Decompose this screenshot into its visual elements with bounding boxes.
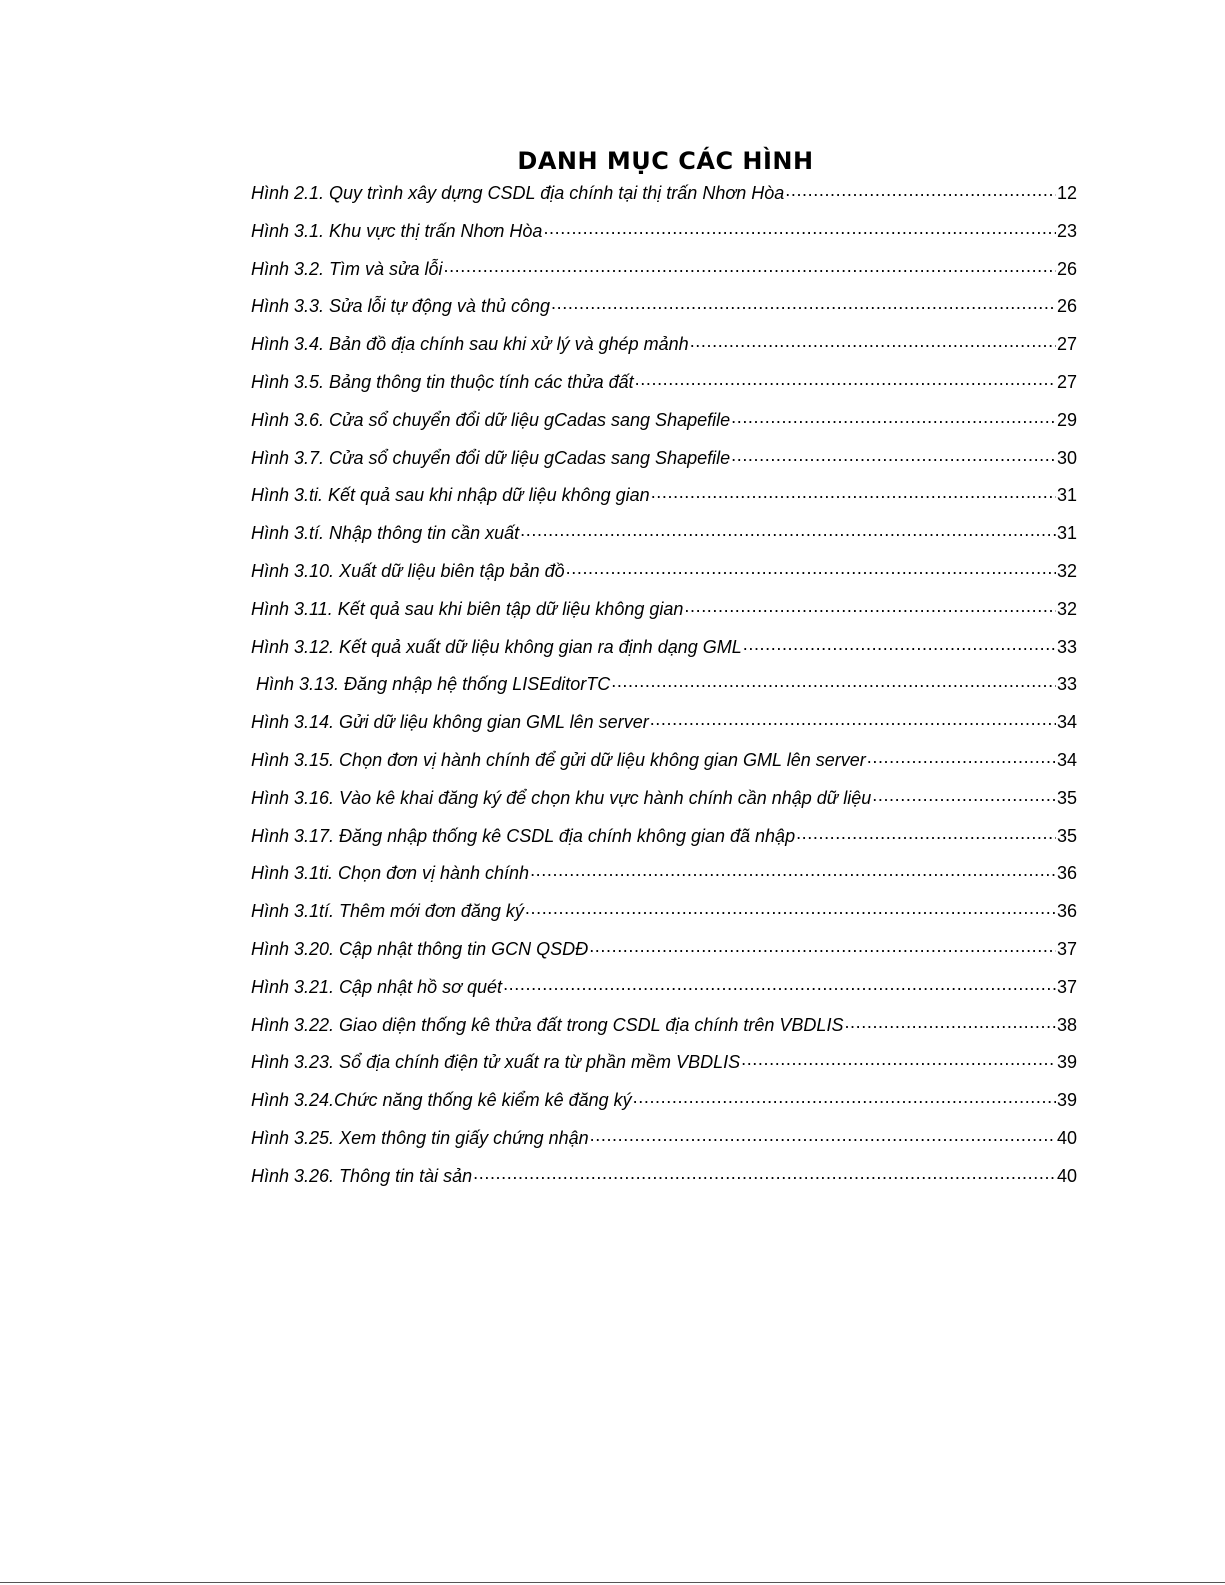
entry-label: Hình 3.ti. Kết quả sau khi nhập dữ liệu không gian	[251, 485, 650, 506]
toc-entry[interactable]	[251, 669, 1077, 707]
entry-label: Hình 3.5. Bảng thông tin thuộc tính các thửa đất	[251, 371, 634, 392]
entry-page-number: 39	[1056, 1090, 1077, 1111]
toc-entry[interactable]	[251, 405, 1077, 443]
dot-leader	[503, 975, 1056, 993]
dot-leader	[684, 597, 1056, 615]
entry-page-number: 37	[1056, 938, 1077, 959]
entry-page-number: 40	[1056, 1165, 1077, 1186]
entry-label: Hình 3.25. Xem thông tin giấy chứng nhận	[251, 1127, 589, 1148]
entry-label: Hình 3.6. Cửa sổ chuyển đổi dữ liệu gCadas sang Shapefile	[251, 409, 731, 430]
entry-page-number: 12	[1056, 183, 1077, 203]
toc-entry[interactable]	[251, 934, 1077, 972]
dot-leader	[872, 786, 1056, 804]
toc-entry[interactable]	[251, 254, 1077, 292]
dot-leader	[844, 1013, 1056, 1031]
dot-leader	[543, 219, 1056, 237]
dot-leader	[867, 748, 1056, 766]
entry-label: Hình 3.16. Vào kê khai đăng ký để chọn khu vực hành chính cần nhập dữ liệu	[251, 787, 872, 808]
entry-page-number: 40	[1056, 1127, 1077, 1148]
toc-entry[interactable]	[251, 329, 1077, 367]
entry-page-number: 39	[1056, 1052, 1077, 1073]
dot-leader	[633, 1088, 1056, 1106]
entry-label: Hình 3.1ti. Chọn đơn vị hành chính	[251, 863, 530, 884]
dot-leader	[520, 521, 1056, 539]
toc-entry[interactable]	[251, 707, 1077, 745]
entry-label: Hình 3.13. Đăng nhập hệ thống LISEditorTC	[256, 674, 611, 695]
dot-leader	[741, 1050, 1056, 1068]
toc-entry[interactable]	[251, 367, 1077, 405]
dot-leader	[525, 899, 1056, 917]
dot-leader	[690, 332, 1056, 350]
entry-page-number: 27	[1056, 371, 1077, 392]
toc-entry[interactable]	[251, 745, 1077, 783]
entry-label: Hình 3.tí. Nhập thông tin cần xuất	[251, 523, 520, 544]
entry-page-number: 33	[1056, 674, 1077, 695]
entry-page-number: 38	[1056, 1014, 1077, 1035]
toc-entry[interactable]	[251, 1010, 1077, 1048]
entry-label: Hình 3.24.Chức năng thống kê kiểm kê đăng ký	[251, 1090, 632, 1111]
toc-entry[interactable]	[251, 443, 1077, 481]
figure-list	[251, 178, 1077, 1199]
entry-label: Hình 3.11. Kết quả sau khi biên tập dữ liệu không gian	[251, 598, 684, 619]
entry-page-number: 34	[1056, 749, 1077, 770]
entry-page-number: 36	[1056, 901, 1077, 922]
dot-leader	[635, 370, 1056, 388]
entry-page-number: 29	[1056, 409, 1077, 430]
entry-page-number: 31	[1056, 485, 1077, 506]
dot-leader	[530, 861, 1056, 879]
dot-leader	[651, 483, 1056, 501]
dot-leader	[551, 294, 1056, 312]
toc-entry[interactable]	[251, 896, 1077, 934]
entry-label: Hình 2.1. Quy trình xây dựng CSDL địa chính tại thị trấn Nhơn Hòa	[251, 183, 785, 203]
entry-label: Hình 3.20. Cập nhật thông tin GCN QSDĐ	[251, 938, 589, 959]
toc-entry[interactable]	[251, 821, 1077, 859]
dot-leader	[589, 937, 1056, 955]
entry-label: Hình 3.26. Thông tin tài sản	[251, 1165, 473, 1186]
entry-page-number: 26	[1056, 258, 1077, 279]
entry-page-number: 32	[1056, 598, 1077, 619]
entry-page-number: 35	[1056, 787, 1077, 808]
toc-entry[interactable]	[251, 556, 1077, 594]
entry-label: Hình 3.10. Xuất dữ liệu biên tập bản đồ	[251, 560, 565, 581]
toc-entry[interactable]	[251, 291, 1077, 329]
entry-label: Hình 3.17. Đăng nhập thống kê CSDL địa chính không gian đã nhập	[251, 825, 796, 846]
toc-entry[interactable]	[251, 1085, 1077, 1123]
dot-leader	[473, 1164, 1056, 1182]
entry-page-number: 32	[1056, 560, 1077, 581]
toc-entry[interactable]	[251, 518, 1077, 556]
dot-leader	[785, 181, 1056, 199]
toc-entry[interactable]	[251, 1123, 1077, 1161]
dot-leader	[650, 710, 1056, 728]
dot-leader	[796, 824, 1056, 842]
dot-leader	[731, 446, 1056, 464]
dot-leader	[731, 408, 1056, 426]
entry-page-number: 34	[1056, 712, 1077, 733]
entry-label: Hình 3.12. Kết quả xuất dữ liệu không gian ra định dạng GML	[251, 636, 742, 657]
entry-page-number: 33	[1056, 636, 1077, 657]
toc-entry[interactable]	[251, 858, 1077, 896]
toc-entry[interactable]	[251, 972, 1077, 1010]
entry-page-number: 37	[1056, 976, 1077, 997]
entry-label: Hình 3.21. Cập nhật hồ sơ quét	[251, 976, 503, 997]
entry-page-number: 27	[1056, 334, 1077, 355]
entry-label: Hình 3.1. Khu vực thị trấn Nhơn Hòa	[251, 220, 543, 241]
dot-leader	[590, 1126, 1056, 1144]
entry-label: Hình 3.3. Sửa lỗi tự động và thủ công	[251, 296, 551, 317]
entry-label: Hình 3.7. Cửa sổ chuyển đổi dữ liệu gCadas sang Shapefile	[251, 447, 731, 468]
toc-entry[interactable]	[251, 632, 1077, 670]
dot-leader	[566, 559, 1056, 577]
toc-entry[interactable]	[251, 480, 1077, 518]
dot-leader	[443, 257, 1055, 275]
entry-label: Hình 3.4. Bản đồ địa chính sau khi xử lý và ghép mảnh	[251, 334, 689, 355]
entry-label: Hình 3.2. Tìm và sửa lỗi	[251, 258, 443, 279]
entry-page-number: 36	[1056, 863, 1077, 884]
entry-page-number: 26	[1056, 296, 1077, 317]
entry-page-number: 31	[1056, 523, 1077, 544]
entry-label: Hình 3.23. Sổ địa chính điện tử xuất ra từ phần mềm VBDLIS	[251, 1052, 741, 1073]
page-title: DANH MỤC CÁC HÌNH	[517, 147, 814, 176]
entry-label: Hình 3.22. Giao diện thống kê thửa đất trong CSDL địa chính trên VBDLIS	[251, 1014, 844, 1035]
entry-label: Hình 3.1tí. Thêm mới đơn đăng ký	[251, 901, 524, 922]
dot-leader	[611, 672, 1056, 690]
toc-entry[interactable]	[251, 178, 1077, 216]
toc-entry[interactable]	[251, 783, 1077, 821]
entry-label: Hình 3.15. Chọn đơn vị hành chính để gửi dữ liệu không gian GML lên server	[251, 749, 866, 770]
entry-page-number: 35	[1056, 825, 1077, 846]
entry-page-number: 30	[1056, 447, 1077, 468]
toc-entry[interactable]	[251, 594, 1077, 632]
toc-entry[interactable]	[251, 1047, 1077, 1085]
entry-label: Hình 3.14. Gửi dữ liệu không gian GML lên server	[251, 712, 649, 733]
toc-entry[interactable]	[251, 216, 1077, 254]
dot-leader	[743, 635, 1056, 653]
entry-page-number: 23	[1056, 220, 1077, 241]
page-bottom-divider	[0, 1582, 1225, 1583]
toc-entry[interactable]	[251, 1161, 1077, 1199]
